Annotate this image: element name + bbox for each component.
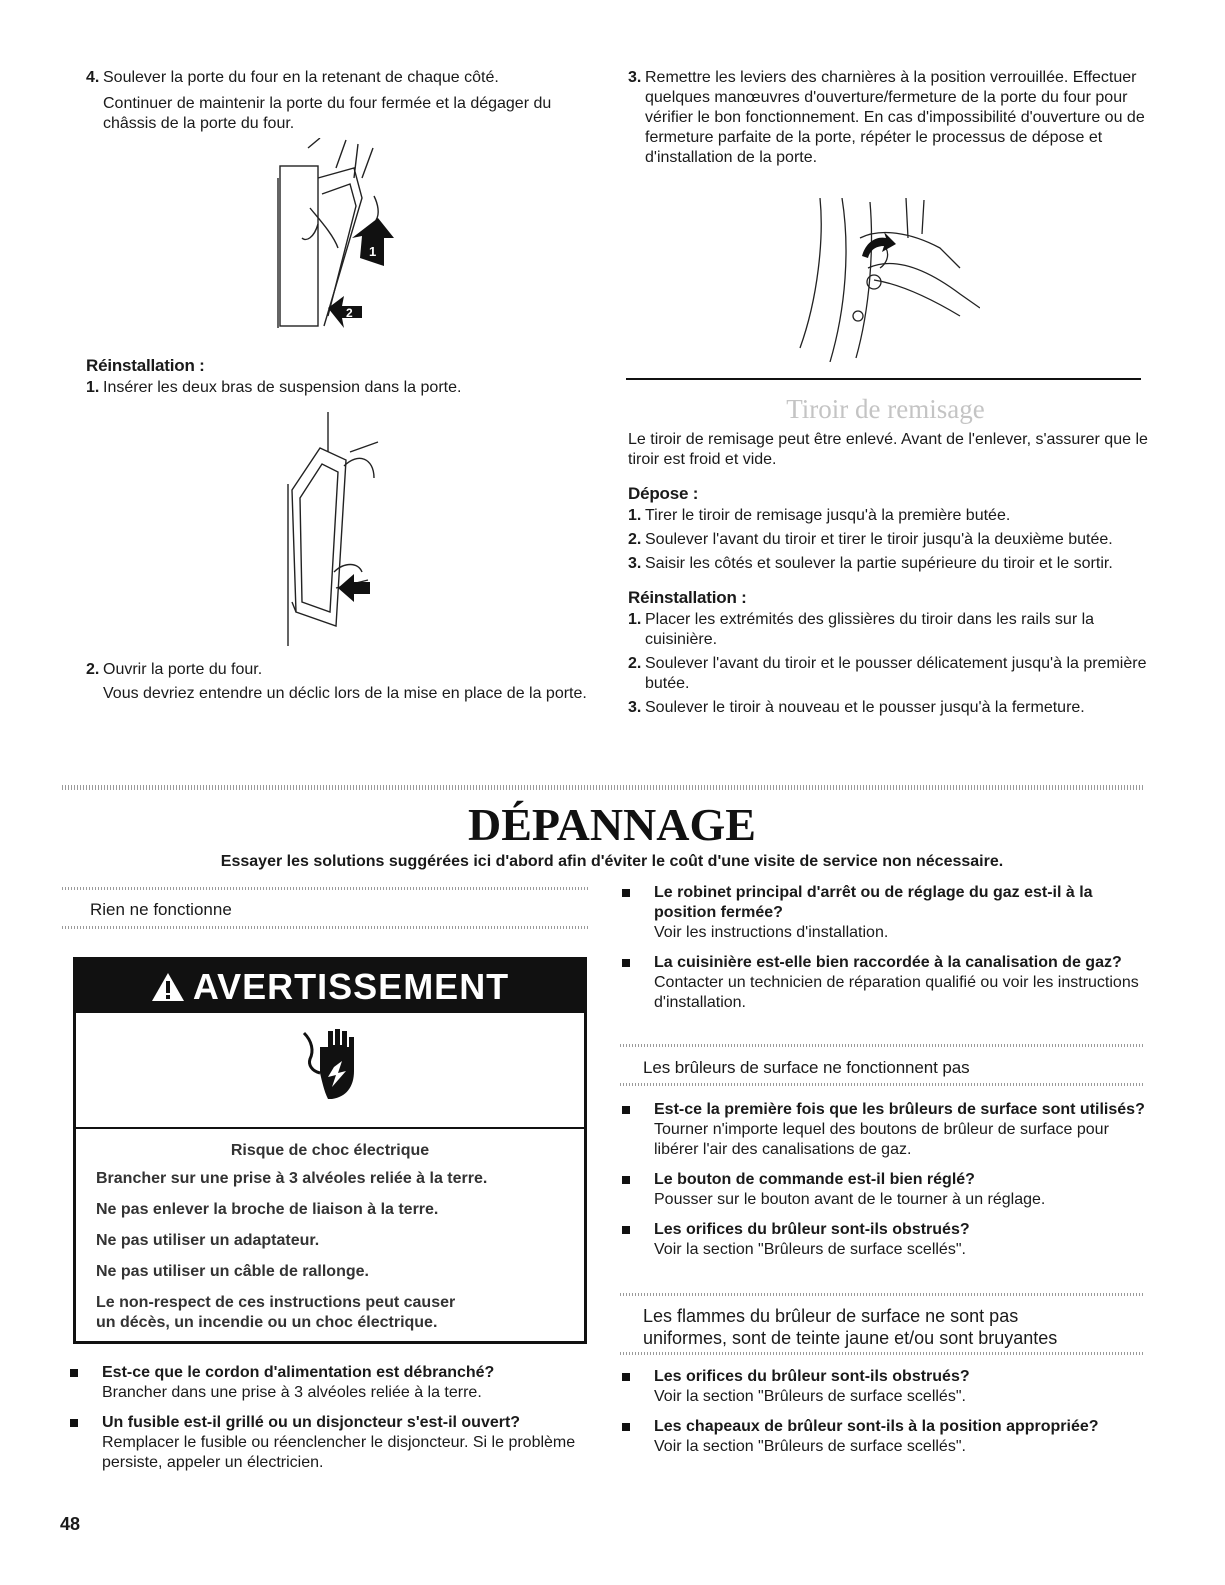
reinstall-step-3: Soulever le tiroir à nouveau et le pousser jusqu'à la fermeture.	[645, 699, 1085, 716]
step-4-subtext: Continuer de maintenir la porte du four fermée et la dégager du châssis de la porte du four.	[103, 95, 552, 132]
right-questions-1	[620, 883, 1145, 1013]
page-number: 48	[60, 1514, 81, 1534]
question-item: Le robinet principal d'arrêt ou de réglage du gaz est-il à la position fermée? Voir les instructions d'installation.	[620, 883, 1145, 943]
question-item: Les chapeaux de brûleur sont-ils à la position appropriée? Voir la section "Brûleurs de surface scellés".	[620, 1417, 1145, 1457]
depose-step-2: Soulever l'avant du tiroir et tirer le tiroir jusqu'à la deuxième butée.	[645, 531, 1113, 548]
question-item: Est-ce que le cordon d'alimentation est débranché? Brancher dans une prise à 3 alvéoles reliée à la terre.	[68, 1363, 596, 1403]
warning-text	[76, 1141, 584, 1333]
electric-shock-hand-icon	[302, 1027, 360, 1113]
hinge-lever-illustration	[790, 198, 980, 362]
bullet-icon	[622, 1423, 630, 1431]
warning-consequence-1: Le non-respect de ces instructions peut causer	[96, 1294, 456, 1311]
reinstall-step-1: Placer les extrémités des glissières du tiroir dans les rails sur la cuisinière.	[645, 611, 1095, 648]
drawer-intro: Le tiroir de remisage peut être enlevé. Avant de l'enlever, s'assurer que le tiroir est froid et vide.	[628, 431, 1148, 468]
question-item: Le bouton de commande est-il bien réglé? Pousser sur le bouton avant de le tourner à un réglage.	[620, 1170, 1145, 1210]
flames-heading: Les flammes du brûleur de surface ne sont pas uniformes, sont de teinte jaune et/ou sont bruyantes	[643, 1306, 1058, 1348]
step-2-text: Ouvrir la porte du four.	[103, 661, 263, 678]
burners-heading: Les brûleurs de surface ne fonctionnent pas	[643, 1058, 970, 1077]
bullet-icon	[622, 959, 630, 967]
reinstall-step-2: Soulever l'avant du tiroir et le pousser délicatement jusqu'à la première butée.	[645, 655, 1147, 692]
warning-header	[76, 960, 584, 1013]
flames-bottom-rule	[620, 1352, 1144, 1355]
step-1-text: Insérer les deux bras de suspension dans la porte.	[103, 379, 462, 396]
depose-step-1: Tirer le tiroir de remisage jusqu'à la première butée.	[645, 507, 1011, 524]
svg-text:2: 2	[346, 306, 353, 320]
bullet-icon	[622, 1373, 630, 1381]
left-questions	[68, 1363, 596, 1473]
warning-consequence-2: un décès, un incendie ou un choc électrique.	[96, 1314, 438, 1331]
burners-bottom-rule	[620, 1083, 1144, 1086]
step-2-subtext: Vous devriez entendre un déclic lors de la mise en place de la porte.	[103, 685, 587, 702]
warning-title: Risque de choc électrique	[230, 1142, 430, 1159]
door-hinge-illustration	[278, 412, 388, 646]
right-questions-3	[620, 1367, 1145, 1457]
bullet-icon	[622, 889, 630, 897]
burners-top-rule	[620, 1044, 1144, 1047]
warning-line-4: Ne pas utiliser un câble de rallonge.	[96, 1263, 369, 1280]
section-rule	[626, 378, 1141, 380]
nothing-works-bottom-rule	[62, 926, 590, 929]
depose-title: Dépose :	[628, 484, 699, 503]
warning-line-2: Ne pas enlever la broche de liaison à la terre.	[96, 1201, 439, 1218]
nothing-works-heading: Rien ne fonctionne	[90, 900, 232, 919]
step-4-text: Soulever la porte du four en la retenant de chaque côté.	[103, 69, 499, 86]
door-removal-illustration	[258, 138, 408, 338]
warning-triangle-icon	[151, 972, 185, 1002]
bullet-icon	[622, 1176, 630, 1184]
troubleshoot-title: DÉPANNAGE	[468, 799, 756, 850]
question-item: Est-ce la première fois que les brûleurs de surface sont utilisés? Tourner n'importe lequel des boutons de brûleur de surface pour libérer l'air des canalisations de gaz.	[620, 1100, 1145, 1160]
question-item: La cuisinière est-elle bien raccordée à la canalisation de gaz? Contacter un technicien de réparation qualifié ou voir les instructions d'installation.	[620, 953, 1145, 1013]
drawer-reinstall-title: Réinstallation :	[628, 588, 747, 607]
bullet-icon	[70, 1369, 78, 1377]
warning-header-label: AVERTISSEMENT	[192, 965, 510, 1007]
warning-line-1: Brancher sur une prise à 3 alvéoles reliée à la terre.	[96, 1170, 488, 1187]
reinstall-title: Réinstallation :	[86, 356, 205, 375]
bullet-icon	[622, 1226, 630, 1234]
step-3: 3. Remettre les leviers des charnières à la position verrouillée. Effectuer quelques manœuvres d'ouverture/fermeture de la porte du four pour vérifier le bon fonctionnement. En cas d'impossibilité d'ouverture ou de fermeture parfaite de la porte, répéter le processus de dépose et d'installation de la porte.	[628, 69, 1145, 166]
bullet-icon	[622, 1106, 630, 1114]
nothing-works-top-rule	[62, 887, 590, 890]
reinstall-section-left: Réinstallation : 1. Insérer les deux bras de suspension dans la porte.	[86, 356, 602, 398]
bullet-icon	[70, 1419, 78, 1427]
right-questions-2	[620, 1100, 1145, 1260]
step-3-text: Remettre les leviers des charnières à la position verrouillée. Effectuer quelques manœuvres d'ouverture/fermeture de la porte du four pour vérifier le bon fonctionnement. En cas d'impossibilité d'ouverture ou de fermeture parfaite de la porte, répéter le processus de dépose et d'installation de la porte.	[645, 69, 1145, 166]
drawer-section: Le tiroir de remisage peut être enlevé. Avant de l'enlever, s'assurer que le tiroir est froid et vide. Dépose : 1. Tirer le tiroir de remisage jusqu'à la première butée. 2. Soulever l'avant du tiroir et tirer le tiroir jusqu'à la deuxième butée. 3. Saisir les côtés et soulever la partie supérieure du tiroir et le sortir. Réinstallation : 1. Placer les extrémités des glissières du tiroir dans les rails sur la cuisinière. 2. Soulever l'avant du tiroir et le pousser délicatement jusqu'à la première butée. 3. Soulever le tiroir à nouveau et le pousser jusqu'à la fermeture.	[628, 430, 1152, 718]
drawer-section-title: Tiroir de remisage	[786, 394, 985, 424]
warning-box	[73, 957, 587, 1344]
question-item: Les orifices du brûleur sont-ils obstrués? Voir la section "Brûleurs de surface scellés".	[620, 1367, 1145, 1407]
warning-line-3: Ne pas utiliser un adaptateur.	[96, 1232, 320, 1249]
flames-top-rule	[620, 1293, 1144, 1296]
question-item: Les orifices du brûleur sont-ils obstrués? Voir la section "Brûleurs de surface scellés".	[620, 1220, 1145, 1260]
troubleshoot-subtitle: Essayer les solutions suggérées ici d'abord afin d'éviter le coût d'une visite de service non nécessaire.	[220, 853, 1004, 870]
question-item: Un fusible est-il grillé ou un disjoncteur s'est-il ouvert? Remplacer le fusible ou réenclencher le disjoncteur. Si le problème persiste, appeler un électricien.	[68, 1413, 596, 1473]
svg-text:1: 1	[369, 244, 377, 259]
step-4: 4. Soulever la porte du four en la retenant de chaque côté. Continuer de maintenir la porte du four fermée et la dégager du châssis de la porte du four.	[86, 68, 602, 134]
section-divider	[62, 785, 1144, 790]
step-2: 2. Ouvrir la porte du four. Vous devriez entendre un déclic lors de la mise en place de la porte.	[86, 660, 602, 704]
depose-step-3: Saisir les côtés et soulever la partie supérieure du tiroir et le sortir.	[645, 555, 1113, 572]
